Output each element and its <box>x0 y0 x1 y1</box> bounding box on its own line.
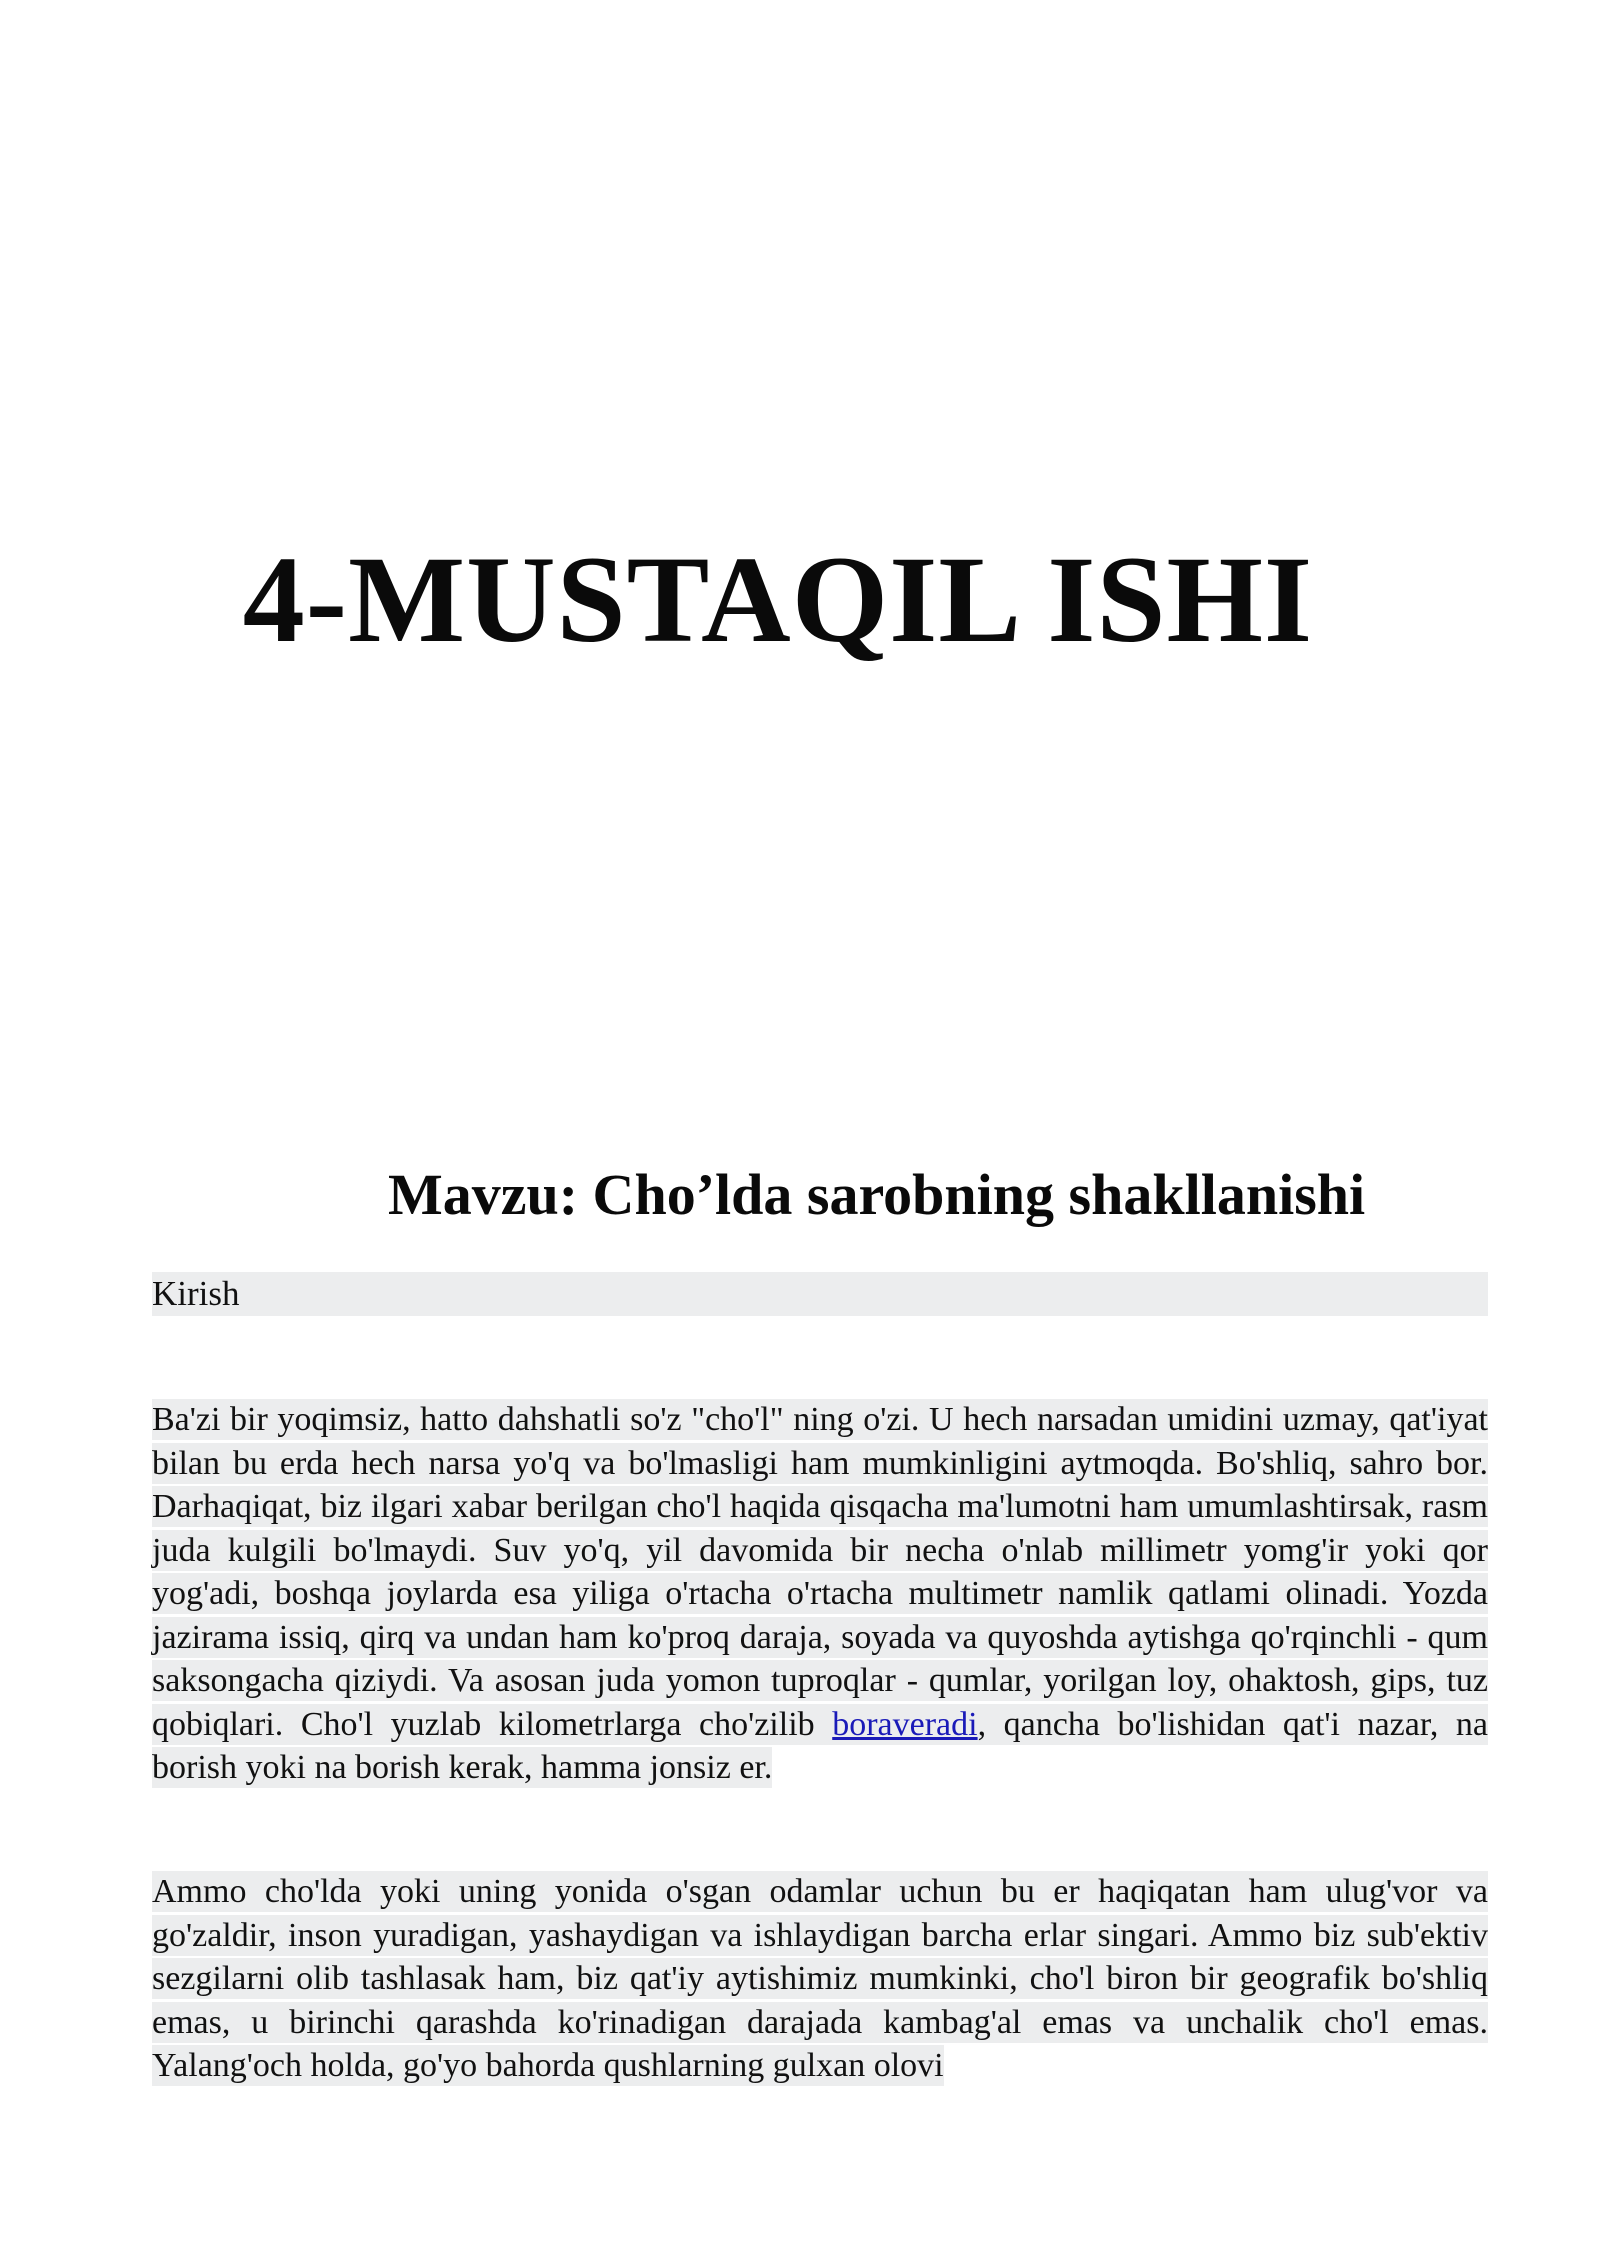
topic-subtitle: Mavzu: Cho’lda sarobning shakllanishi <box>388 1162 1366 1227</box>
paragraph-intro <box>152 1398 1488 1790</box>
section-highlight-bar <box>152 1272 1488 1316</box>
page-title: 4-MUSTAQIL ISHI <box>242 531 1314 668</box>
paragraph-second <box>152 1870 1488 2088</box>
paragraph-intro-text-start: Ba'zi bir yoqimsiz, hatto dahshatli so'z "cho'l" ning o'zi. U hech narsadan umidini uzmay, qat'iyat bilan bu erda hech narsa yo'q va bo'lmasligi ham mumkinligini aytmoqda. Bo'shliq, sahro bor. Darhaqiqat, biz ilgari xabar berilgan cho'l haqida qisqacha ma'lumotni ham umumlashtirsak, rasm juda kulgili bo'lmaydi. Suv yo'q, yil davomida bir necha o'nlab millimetr yomg'ir yoki qor yog'adi, boshqa joylarda esa yiliga o'rtacha o'rtacha multimetr namlik qatlami olinadi. Yozda jazirama issiq, qirq va undan ham ko'proq daraja, soyada va quyoshda aytishga qo'rqinchli - qum saksongacha qiziydi. Va asosan juda yomon tuproqlar - qumlar, yorilgan loy, ohaktosh, gips, tuz qobiqlari. Cho'l yuzlab kilometrlarga cho'zilib <box>152 1401 1488 1743</box>
section-heading-kirish: Kirish <box>152 1274 240 1313</box>
paragraph-intro-highlight <box>152 1399 1488 1788</box>
boraveradi-link[interactable]: boraveradi <box>832 1705 978 1743</box>
paragraph-intro-text-end: , qancha bo'lishidan qat'i nazar, na borish yoki na borish kerak, hamma jonsiz er. <box>152 1705 1488 1786</box>
paragraph-second-highlight: Ammo cho'lda yoki uning yonida o'sgan odamlar uchun bu er haqiqatan ham ulug'vor va go'zaldir, inson yuradigan, yashaydigan va ishlaydigan barcha erlar singari. Ammo biz sub'ektiv sezgilarni olib tashlasak ham, biz qat'iy aytishimiz mumkinki, cho'l biron bir geografik bo'shliq emas, u birinchi qarashda ko'rinadigan darajada kambag'al emas va unchalik cho'l emas. Yalang'och holda, go'yo bahorda qushlarning gulxan olovi <box>152 1873 1488 2084</box>
